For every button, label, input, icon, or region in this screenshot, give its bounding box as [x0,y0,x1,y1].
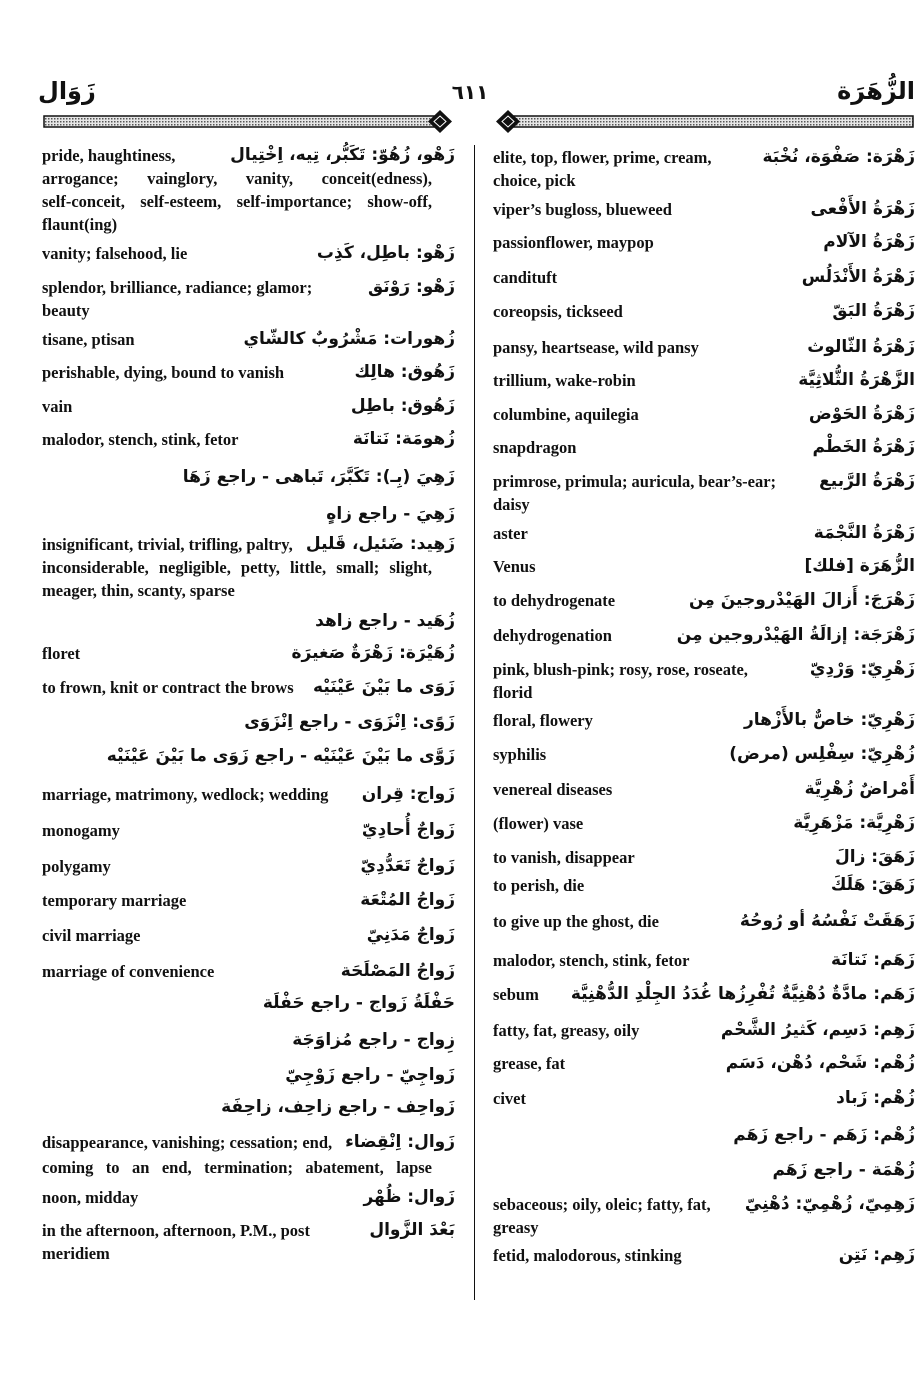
arabic-headword: زَواجٌ أُحادِيّ [361,820,455,840]
dictionary-entry [42,242,455,265]
arabic-headword: زَهْرَجَ: أَزالَ الهَيْدْروجينَ مِن [688,590,915,610]
cross-reference [42,503,455,526]
arabic-headword: زَهْرَةُ الآلام [823,232,915,252]
english-definition: dehydrogenation [493,626,612,645]
arabic-headword: زُهْرِيّ: سِفْلِس (مرض) [729,744,915,764]
dictionary-entry [493,1193,915,1239]
dictionary-entry [493,146,915,192]
arabic-headword: زَهْرَةُ الحَوْض [808,404,915,424]
arabic-headword: زَهْرَةُ الرَّبيع [819,471,915,491]
english-definition: trillium, wake-robin [493,371,636,390]
english-definition: passionflower, maypop [493,233,654,252]
arabic-headword: زَهَقَتْ نَفْسُهُ أو رُوحُهُ [739,911,915,931]
dictionary-entry [42,960,455,983]
cross-reference [42,745,455,768]
english-definition: columbine, aquilegia [493,405,639,424]
dictionary-entry [42,889,455,912]
dictionary-entry [42,819,455,842]
dictionary-entry [493,336,915,359]
dictionary-entry [493,1087,915,1110]
english-definition: fetid, malodorous, stinking [493,1246,682,1265]
english-definition: malodor, stench, stink, fetor [42,430,239,449]
arabic-headword: زَهْرَة: صَفْوَة، نُخْبَة [762,147,915,167]
left-column [42,0,455,1373]
english-definition: disappearance, vanishing; cessation; end, [42,1133,333,1152]
dictionary-entry [42,642,455,665]
cross-reference [493,1124,915,1147]
arabic-cross-reference: زَهِيَ (بِـ): تَكَبَّرَ، تَباهى - راجع زَهَا [182,467,455,487]
dictionary-entry [493,470,915,516]
arabic-headword: زَواجٌ تَعَدُّدِيّ [360,856,455,876]
dictionary-entry [493,658,915,704]
arabic-headword: زَهْرَةُ الثّالوث [807,337,915,357]
dictionary-entry [493,846,915,869]
dictionary-entry [493,709,915,732]
english-definition: coreopsis, tickseed [493,302,623,321]
dictionary-entry [493,624,915,647]
dictionary-entry [42,144,455,236]
dictionary-entry [42,783,455,806]
right-column [493,0,915,1373]
dictionary-entry [493,198,915,221]
arabic-headword: زُهْم: زَباد [836,1088,915,1108]
dictionary-entry [493,300,915,323]
dictionary-entry [42,328,455,351]
english-definition: aster [493,524,528,543]
arabic-headword: زَهَقَ: زالَ [835,847,915,867]
arabic-headword: زَهْرَةُ الأَنْدَلُس [801,267,915,287]
dictionary-entry [493,778,915,801]
arabic-headword: زَواجُ المُتْعَة [360,890,455,910]
dictionary-entry [42,533,455,602]
cross-reference [42,992,455,1015]
english-definition: viper’s bugloss, blueweed [493,200,672,219]
running-head-first-word: الزُّهَرَة [837,77,915,105]
arabic-headword: زَهِيد: ضَئيل، قَليل [305,534,455,554]
arabic-headword: زَهْو، زُهُوّ: تَكَبُّر، تِيه، اِخْتِيال [230,145,455,165]
arabic-headword: زَهَقَ: هَلَكَ [830,875,915,895]
english-definition: Venus [493,557,536,576]
cross-reference [42,610,455,633]
arabic-cross-reference: زُهْم: زَهَم - راجع زَهَم [733,1125,915,1145]
dictionary-entry [493,555,915,578]
english-definition: splendor, brilliance, radiance; glamor; [42,278,313,297]
english-definition: fatty, fat, greasy, oily [493,1021,640,1040]
definition-continuation: coming to an end, termination; abatement, lapse [42,1158,432,1177]
english-definition: pansy, heartsease, wild pansy [493,338,699,357]
cross-reference [42,1029,455,1052]
english-definition: polygamy [42,857,111,876]
english-definition: marriage of convenience [42,962,215,981]
arabic-cross-reference: زَوَّى ما بَيْنَ عَيْنَيْه - راجع زَوَى ما بَيْنَ عَيْنَيْه [106,746,455,766]
arabic-headword: زُهْم: شَحْم، دُهْن، دَسَم [725,1053,915,1073]
cross-reference [493,1159,915,1182]
english-definition: vain [42,397,73,416]
dictionary-entry [493,949,915,972]
definition-continuation: meager, thin, scanty, sparse [42,581,235,600]
arabic-headword: أَمْراضٌ زُهْرِيَّة [804,779,915,799]
english-definition: primrose, primula; auricula, bear’s-ear; [493,472,777,491]
english-definition: floret [42,644,81,663]
english-definition: pink, blush-pink; rosy, rose, roseate, [493,660,748,679]
english-definition: vanity; falsehood, lie [42,244,188,263]
arabic-headword: زَواجٌ مَدَنِيّ [366,925,455,945]
arabic-cross-reference: زِواج - راجع مُزاوَجَة [292,1030,455,1050]
dictionary-entry [493,983,915,1006]
english-definition: candituft [493,268,558,287]
english-definition: insignificant, trivial, trifling, paltry, [42,535,293,554]
dictionary-entry [493,436,915,459]
english-definition: civil marriage [42,926,141,945]
definition-continuation: beauty [42,301,90,320]
arabic-headword: زُهومَة: نَتانَة [352,429,455,449]
english-definition: (flower) vase [493,814,584,833]
arabic-headword: زَوال: ظُهْر [363,1187,455,1207]
arabic-headword: زَهْرَةُ الخَطْم [812,437,915,457]
dictionary-entry [42,1131,455,1179]
arabic-cross-reference: زُهَيد - راجع زاهد [315,611,455,631]
arabic-headword: زَهْرَةُ النَّجْمَة [813,523,915,543]
definition-continuation: daisy [493,495,530,514]
arabic-headword: زَوَى ما بَيْنَ عَيْنَيْه [313,677,455,697]
dictionary-entry [493,1244,915,1267]
arabic-cross-reference: زَواجِيّ - راجع زَوْجِيّ [285,1065,455,1085]
definition-continuation: arrogance; vainglory, vanity, conceit(edness), [42,169,432,188]
page-number: ٦١١ [451,80,489,104]
arabic-headword: زُهَيْرَة: زَهْرَةٌ صَغيرَة [291,643,455,663]
english-definition: venereal diseases [493,780,613,799]
arabic-headword: زَهْرِيّ: وَرْدِيّ [809,659,915,679]
definition-continuation: self-conceit, self-esteem, self-importance; show-off, [42,192,432,211]
english-definition: to frown, knit or contract the brows [42,678,294,697]
definition-continuation: meridiem [42,1244,110,1263]
dictionary-entry [493,231,915,254]
definition-continuation: inconsiderable, negligible, petty, little, small; slight, [42,558,432,577]
arabic-headword: زَهِم: نَتِن [838,1245,915,1265]
english-definition: syphilis [493,745,547,764]
dictionary-entry [493,403,915,426]
english-definition: sebum [493,985,539,1004]
dictionary-entry [42,428,455,451]
dictionary-entry [42,855,455,878]
definition-continuation: flaunt(ing) [42,215,118,234]
english-definition: tisane, ptisan [42,330,135,349]
arabic-headword: زَهِم: دَسِم، كَثيرُ الشَّحْم [720,1020,915,1040]
arabic-headword: زَهْرَةُ الأَفْعى [810,199,915,219]
dictionary-entry [493,589,915,612]
arabic-cross-reference: زَهِيَ - راجع زاهٍ [326,504,455,524]
arabic-headword: زَهُوق: هالِك [354,362,455,382]
arabic-headword: زَوال: اِنْقِضاء [345,1132,455,1152]
dictionary-entry [493,1052,915,1075]
cross-reference [42,711,455,734]
arabic-headword: الزَّهْرَةُ الثُّلاثِيَّة [798,370,915,390]
english-definition: pride, haughtiness, [42,146,176,165]
english-definition: to vanish, disappear [493,848,635,867]
arabic-headword: زَهَم: مادَّةٌ دُهْنِيَّةٌ تُفْرِزُها غُدَدُ الجِلْدِ الدُّهْنِيَّة [570,984,915,1004]
english-definition: perishable, dying, bound to vanish [42,363,285,382]
arabic-headword: زَهْرِيَّة: مَزْهَرِيَّة [793,813,915,833]
arabic-headword: زَواجُ المَصْلَحَة [340,961,455,981]
column-divider [474,145,475,1300]
arabic-headword: زَواج: قِران [361,784,455,804]
dictionary-entry [42,676,455,699]
arabic-headword: زُهورات: مَشْرُوبٌ كالشّاي [243,329,455,349]
dictionary-entry [42,276,455,322]
english-definition: elite, top, flower, prime, cream, [493,148,712,167]
dictionary-entry [42,395,455,418]
english-definition: in the afternoon, afternoon, P.M., post [42,1221,310,1240]
english-definition: grease, fat [493,1054,566,1073]
dictionary-entry [493,266,915,289]
arabic-cross-reference: زَوًى: اِنْزَوَى - راجع اِنْزَوَى [244,712,455,732]
english-definition: marriage, matrimony, wedlock; wedding [42,785,329,804]
arabic-headword: زَهْرَةُ البَقّ [832,301,915,321]
cross-reference [42,1064,455,1087]
dictionary-entry [493,369,915,392]
english-definition: noon, midday [42,1188,139,1207]
english-definition: snapdragon [493,438,577,457]
english-definition: to give up the ghost, die [493,912,659,931]
dictionary-entry [42,1219,455,1265]
dictionary-entry [493,812,915,835]
arabic-headword: زَهُوق: باطِل [350,396,455,416]
arabic-headword: زَهَم: نَتانَة [830,950,915,970]
dictionary-entry [42,924,455,947]
running-head-last-word: زَوَال [38,77,96,105]
english-definition: to perish, die [493,876,585,895]
dictionary-entry [493,874,915,897]
arabic-headword: بَعْدَ الزَّوال [369,1220,455,1240]
english-definition: temporary marriage [42,891,187,910]
arabic-cross-reference: حَفْلَةُ زَواج - راجع حَفْلَة [262,993,455,1013]
english-definition: to dehydrogenate [493,591,616,610]
dictionary-entry [493,522,915,545]
dictionary-entry [493,1019,915,1042]
definition-continuation: greasy [493,1218,539,1237]
english-definition: monogamy [42,821,120,840]
definition-continuation: choice, pick [493,171,576,190]
cross-reference [42,466,455,489]
dictionary-entry [42,1186,455,1209]
dictionary-entry [42,361,455,384]
dictionary-entry [493,910,915,933]
arabic-headword: زَهْرِيّ: خاصٌّ بالأَزْهار [743,710,915,730]
definition-continuation: florid [493,683,533,702]
dictionary-entry [493,743,915,766]
arabic-headword: زَهْو: رَوْنَق [367,277,455,297]
english-definition: civet [493,1089,526,1108]
arabic-cross-reference: زَواحِف - راجع زاحِف، زاحِفَة [221,1097,455,1117]
arabic-headword: زَهْو: باطِل، كَذِب [316,243,455,263]
cross-reference [42,1096,455,1119]
english-definition: malodor, stench, stink, fetor [493,951,690,970]
english-definition: floral, flowery [493,711,593,730]
arabic-headword: الزُّهَرَة [فلك] [804,556,915,576]
arabic-headword: زَهِمِيّ، زُهْمِيّ: دُهْنِيّ [744,1194,915,1214]
arabic-headword: زَهْرَجَة: إزالَةُ الهَيْدْروجين مِن [676,625,915,645]
arabic-cross-reference: زُهْمَة - راجع زَهَم [772,1160,915,1180]
english-definition: sebaceous; oily, oleic; fatty, fat, [493,1195,711,1214]
